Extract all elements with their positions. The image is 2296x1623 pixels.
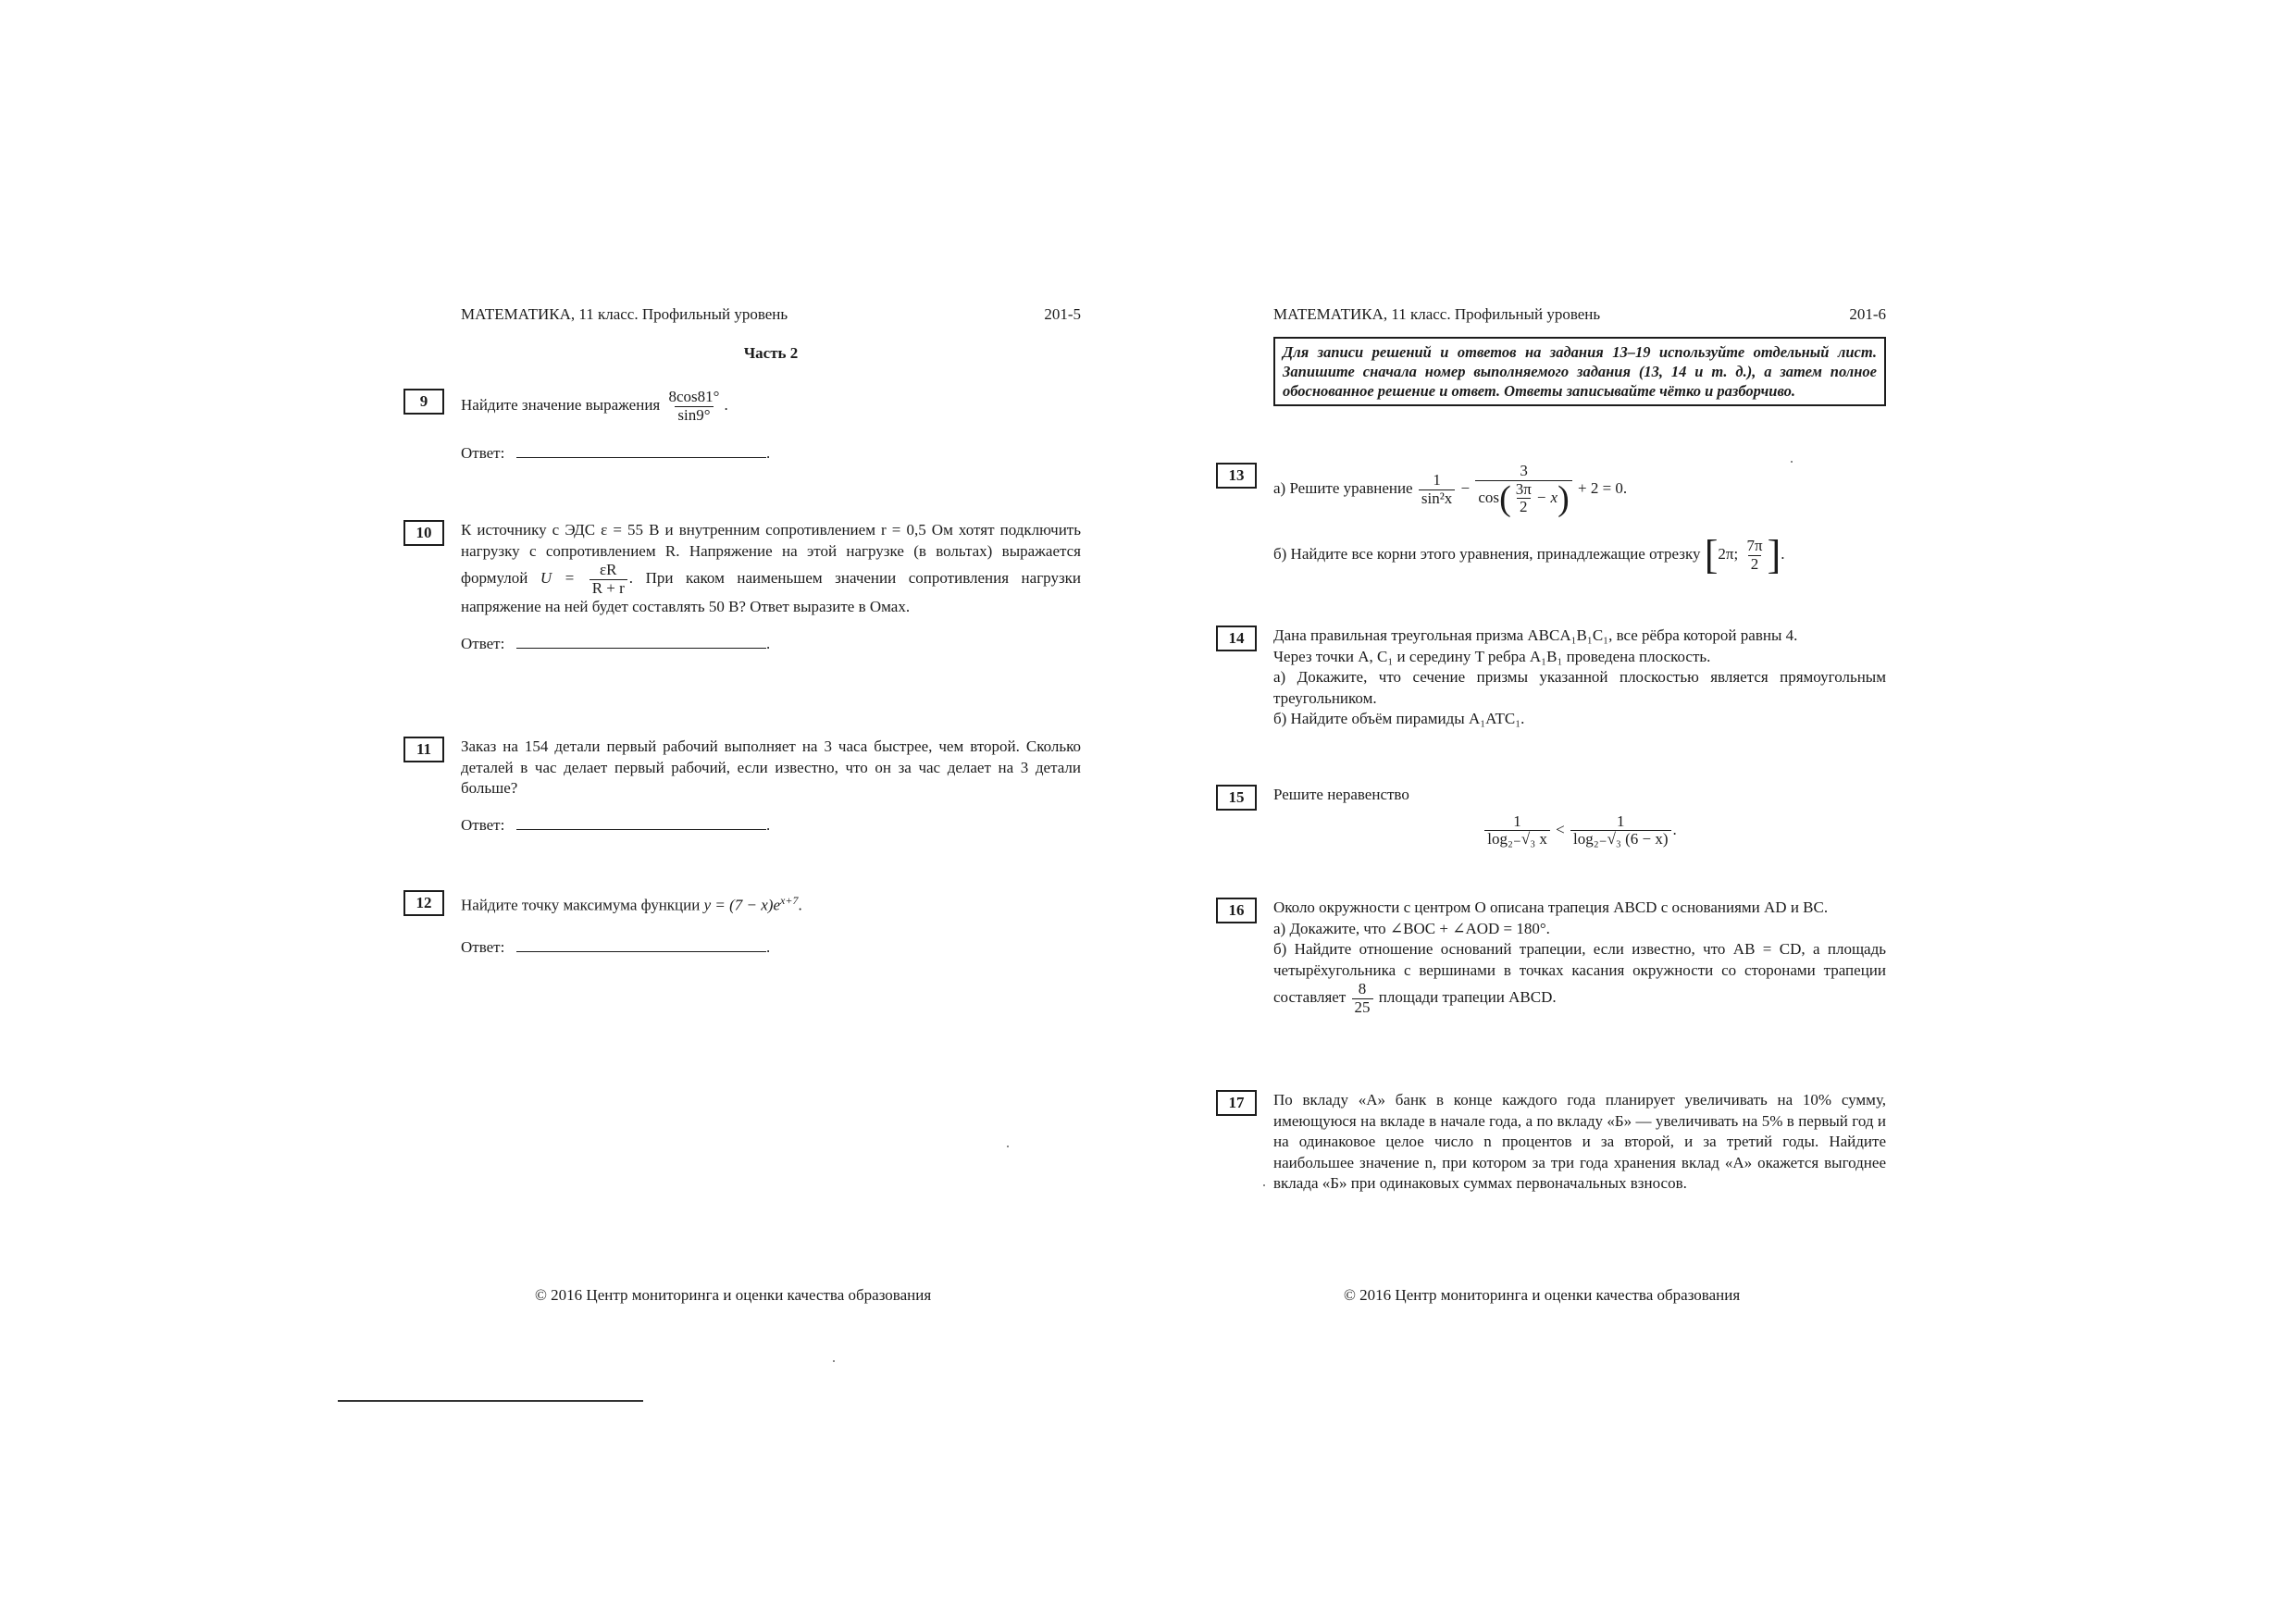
task-part-a: а) Докажите, что ∠BOC + ∠AOD = 180°. [1273,919,1550,937]
equation-tail: + 2 = 0. [1578,478,1628,497]
task-text: К источнику с ЭДС ε = 55 В и внутренним сопротивлением r = 0,5 Ом хотят подключить нагрузку с сопротивлением R. Напряжение на этой нагрузке (в вольтах) выражается формулой [461,521,1081,588]
inner-rest: − x [1535,488,1558,506]
task-number: 10 [403,520,444,546]
task-number: 12 [403,890,444,916]
scan-speck [1263,1184,1265,1186]
instructions-box: Для записи решений и ответов на задания 13–19 используйте отдельный лист. Запишите сначала номер выполняемого задания (13, 14 и т. д.), а затем полное обоснованное решение и ответ. Ответы записывайте чётко и разборчиво. [1273,337,1886,406]
denominator: 2 [1517,498,1531,516]
formula: y = (7 − x)e [703,896,781,914]
task-text-continued: . При каком наименьшем значении сопротивления нагрузки напряжение на ней будет составлять 50 В? Ответ выразите в Омах. [461,569,1082,616]
task-text: Найдите значение выражения [461,396,661,415]
relation: < [1556,820,1565,838]
denominator: R + r [590,579,627,598]
answer-label: Ответ: [461,815,505,834]
scan-speck [833,1360,835,1362]
task-9: 9 Найдите значение выражения $\frac{8\cos 81^\circ}{\sin 9^\circ}$ . Ответ: . [461,389,1081,465]
fraction-2 [1475,463,1571,516]
task-part-b: б) Найдите отношение оснований трапеции, если известно, что AB = CD, а площадь четырёхугольника с вершинами в точках касания окружности со сторонами трапеции составляет [1273,940,1886,1007]
answer-field: Ответ: . [461,936,1081,959]
fraction-left [1484,813,1550,849]
interval-fraction [1744,538,1765,573]
fraction-1 [1419,472,1455,507]
left-header-title: МАТЕМАТИКА, 11 класс. Профильный уровень [461,305,788,323]
task-text: Решите неравенство [1273,786,1409,803]
numerator: 3π [1515,479,1532,498]
task-17 [1228,1090,1886,1195]
task-number: 14 [1216,626,1257,651]
left-header-code: 201-5 [1044,305,1081,323]
answer-field: Ответ: . [461,814,1081,836]
answer-field: Ответ: . [461,442,1081,465]
part-title: Часть 2 [743,344,799,362]
numerator: 1 [1616,812,1625,830]
cos-function: cos [1478,488,1500,506]
fraction [665,389,722,424]
denominator: 2 [1748,555,1762,574]
denominator: sin9° [675,406,713,425]
answer-field: Ответ: . [461,633,1081,655]
answer-line[interactable] [516,936,766,952]
numerator: 7π [1746,536,1763,554]
task-number: 17 [1216,1090,1257,1116]
left-page-header [461,305,1081,333]
scan-speck [1007,1146,1009,1147]
task-part-b-tail: площади трапеции ABCD. [1378,988,1557,1007]
task-line-1: Дана правильная треугольная призма ABCA₁B₁C₁, все рёбра которой равны 4. [1273,626,1798,644]
task-text: Найдите точку максимума функции [461,896,701,914]
task-16 [1228,898,1886,1016]
task-part-a: а) Докажите, что сечение призмы указанной плоскостью является прямоугольным треугольником. [1273,668,1886,707]
numerator: 3 [1520,462,1528,479]
task-10 [416,520,1082,654]
answer-label: Ответ: [461,634,505,652]
task-11 [416,737,1081,836]
numerator: 1 [1513,812,1521,830]
denominator: cos( $\frac{3\pi}{2}$ − x) [1475,480,1571,516]
denominator: sin²x [1419,489,1455,508]
right-page-header [1273,305,1886,333]
task-text: Около окружности с центром O описана трапеция ABCD с основаниями AD и BC. [1273,898,1829,916]
answer-line[interactable] [516,814,766,830]
denominator: log₂₋√₃ (6 − x) [1570,830,1671,849]
inner-fraction [1513,481,1534,516]
task-text: По вкладу «А» банк в конце каждого года планирует увеличивать на 10% сумму, имеющуюся на вкладе в начале года, а по вкладу «Б» — увеличивать на 5% в первый год и на одинаковое целое число n процентов и за второй, и за третий годы. Найдите наибольшее значение n, при котором за три года хранения вклад «А» окажется выгоднее вклада «Б» при одинаковых суммах первоначальных взносов. [1273,1091,1886,1192]
numerator: 8 [1358,980,1367,997]
task-number: 16 [1216,898,1257,923]
task-number: 13 [1216,463,1257,489]
task-15 [1228,785,1886,849]
task-12: 12 Найдите точку максимума функции $y = (7 - x)e^{x+7}$. Ответ: . [461,890,1081,959]
answer-label: Ответ: [461,444,505,463]
task-number: 15 [1216,785,1257,811]
formula-lhs: U = [540,569,576,588]
scan-line [338,1400,643,1402]
fraction [590,562,627,597]
fraction-right [1570,813,1671,849]
answer-line[interactable] [516,442,766,458]
exponent: x+7 [780,894,799,907]
task-part-b: б) Найдите все корни этого уравнения, принадлежащие отрезку [1273,544,1701,563]
scan-speck [1791,461,1793,463]
left-footer: © 2016 Центр мониторинга и оценки качества образования [535,1286,932,1304]
task-14 [1228,626,1886,730]
numerator: 8cos81° [668,388,720,405]
answer-label: Ответ: [461,938,505,957]
task-number: 11 [403,737,444,762]
denominator: 25 [1352,998,1373,1017]
right-footer: © 2016 Центр мониторинга и оценки качества образования [1344,1286,1741,1304]
numerator: εR [600,561,617,578]
interval-left: 2π; [1718,544,1739,563]
task-number: 9 [403,389,444,415]
fraction [1352,981,1373,1016]
task-text: Заказ на 154 детали первый рабочий выполняет на 3 часа быстрее, чем второй. Сколько деталей в час делает первый рабочий, если известно, что он за час делает на 3 детали больше? [461,737,1081,797]
numerator: 1 [1433,470,1441,489]
task-part-a: а) Решите уравнение [1273,478,1413,497]
task-line-2: Через точки A, C₁ и середину T ребра A₁B₁ проведена плоскость. [1273,647,1711,665]
right-header-title: МАТЕМАТИКА, 11 класс. Профильный уровень [1273,305,1601,323]
inequality: $\frac{1}{\text{log₂₋√₃ x}}$ < $\frac{1}{\text{log₂₋√₃ (6 − x)}}$ . [1273,813,1886,849]
answer-line[interactable] [516,633,766,649]
task-13: 13 а) Решите уравнение $\frac{1}{\text{sin²x}}$ − 3 cos( $\frac{3\pi}{2}$ − x) + 2 = 0. б) Найдите все корни этого уравнения, принадлежащие отрезку [2π; $\frac{7\pi}{2}$ ]. [1273,463,1886,576]
denominator: log₂₋√₃ x [1484,830,1550,849]
task-part-b: б) Найдите объём пирамиды A₁ATC₁. [1273,710,1525,727]
right-header-code: 201-6 [1849,305,1886,323]
